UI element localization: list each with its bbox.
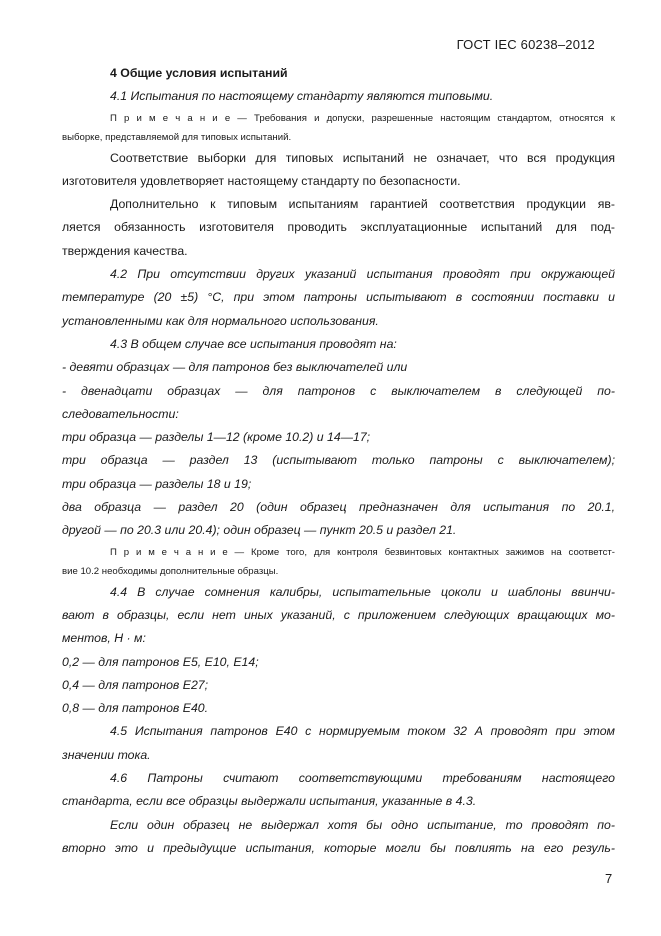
text-line: 0,8 — для патронов Е40. [62, 701, 209, 716]
list-item: - двенадцати образцах — для патронов с выключателем в следующей по- [62, 383, 615, 398]
text-line: три образца — разделы 18 и 19; [62, 476, 252, 491]
text-line: 0,2 — для патронов Е5, Е10, Е14; [62, 654, 259, 669]
text-line: два образца — раздел 20 (один образец предназначен для испытания по 20.1, [62, 500, 615, 515]
text-line: 0,4 — для патронов Е27; [62, 677, 209, 692]
text-line: три образца — разделы 1—12 (кроме 10.2) и 14—17; [62, 430, 371, 445]
text-line: вают в образцы, если нет иных указаний, с приложением следующих вращающих мо- [62, 607, 615, 622]
document-header: ГОСТ IEC 60238–2012 [456, 37, 595, 52]
text-line: 4.4 В случае сомнения калибры, испытательные цоколи и шаблоны ввинчи- [110, 584, 615, 599]
note-line: П р и м е ч а н и е — Требования и допуски, разрешенные настоящим стандартом, относятся к [110, 112, 615, 124]
text-line: Соответствие выборки для типовых испытаний не означает, что вся продукция [110, 150, 615, 165]
page-body [62, 62, 615, 860]
section-heading: 4 Общие условия испытаний [110, 66, 288, 80]
text-line: ментов, Н · м: [62, 631, 146, 646]
text-line: установленными как для нормального использования. [62, 313, 379, 328]
text-line: вторно это и предыдущие испытания, которые могли бы повлиять на его резуль- [62, 840, 615, 855]
text-line: 4.3 В общем случае все испытания проводят на: [110, 336, 397, 351]
list-item: - девяти образцах — для патронов без выключателей или [62, 360, 408, 375]
text-line: Дополнительно к типовым испытаниям гарантией соответствия продукции яв- [110, 197, 615, 212]
note-line: выборке, представляемой для типовых испытаний. [62, 131, 292, 143]
text-line: три образца — раздел 13 (испытывают только патроны с выключателем); [62, 453, 615, 468]
text-line: стандарта, если все образцы выдержали испытания, указанные в 4.3. [62, 794, 477, 809]
text-line: тверждения качества. [62, 243, 188, 258]
text-line: изготовителя удовлетворяет настоящему стандарту по безопасности. [62, 173, 461, 188]
page-number: 7 [605, 871, 613, 886]
text-line: значении тока. [62, 747, 151, 762]
note-line: вие 10.2 необходимы дополнительные образцы. [62, 565, 279, 577]
text-line: 4.6 Патроны считают соответствующими требованиям настоящего [110, 771, 615, 786]
text-line: следовательности: [62, 406, 179, 421]
text-line: другой — по 20.3 или 20.4); один образец — пункт 20.5 и раздел 21. [62, 523, 457, 538]
text-line: 4.2 При отсутствии других указаний испытания проводят при окружающей [110, 267, 615, 282]
text-line: ляется обязанность изготовителя проводить эксплуатационные испытаний для под- [62, 220, 615, 235]
text-line: температуре (20 ±5) °С, при этом патроны испытывают в состоянии поставки и [62, 290, 615, 305]
text-line: 4.5 Испытания патронов Е40 с нормируемым током 32 А проводят при этом [110, 724, 615, 739]
text-line: 4.1 Испытания по настоящему стандарту являются типовыми. [110, 89, 494, 104]
text-line: Если один образец не выдержал хотя бы одно испытание, то проводят по- [110, 817, 615, 832]
note-line: П р и м е ч а н и е — Кроме того, для контроля безвинтовых контактных зажимов на соответст- [110, 546, 615, 558]
